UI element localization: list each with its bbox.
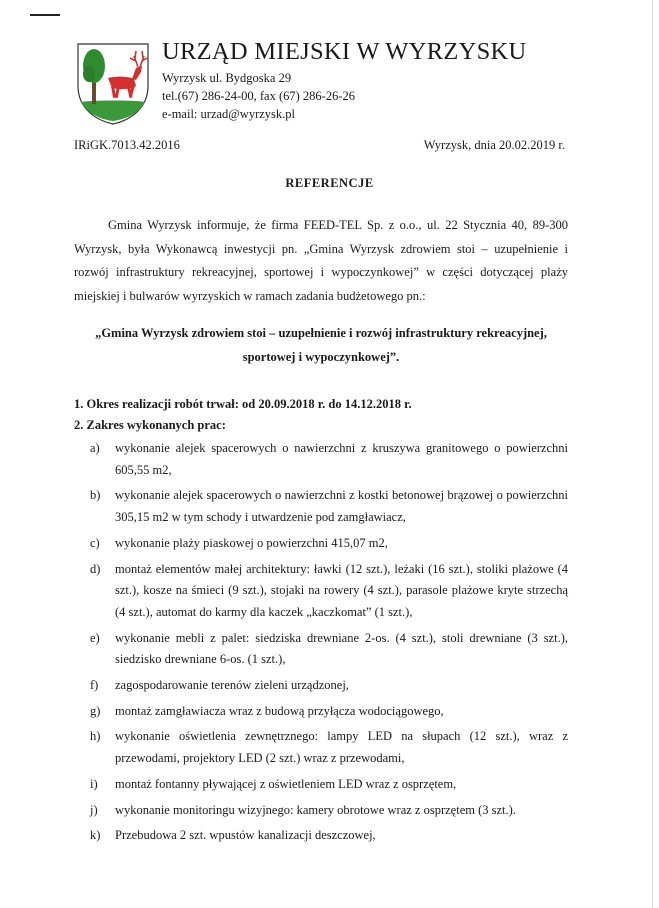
list-item-text: montaż fontanny pływającej z oświetleniem LED wraz z osprzętem, [115, 776, 457, 791]
list-marker: k) [90, 828, 101, 843]
list-item [90, 800, 568, 822]
section-scope: 2. Zakres wykonanych prac: [74, 418, 226, 432]
list-item [90, 628, 568, 671]
office-phone-fax: tel.(67) 286-24-00, fax (67) 286-26-26 [162, 89, 356, 103]
project-name [74, 321, 568, 369]
reference-number: IRiGK.7013.42.2016 [74, 138, 180, 152]
list-item-text: montaż zamgławiacza wraz z budową przyłącza wodociągowego, [115, 703, 444, 718]
list-item [90, 825, 568, 847]
list-marker: e) [90, 630, 100, 645]
list-item [90, 726, 568, 769]
list-item [90, 533, 568, 555]
project-name-line-1: „Gmina Wyrzysk zdrowiem stoi – uzupełnienie i rozwój infrastruktury rekreacyjnej, [95, 326, 547, 340]
list-marker: h) [90, 729, 101, 744]
list-marker: i) [90, 776, 98, 791]
project-name-line-2: sportowej i wypoczynkowej”. [242, 350, 400, 364]
list-item-text: wykonanie alejek spacerowych o nawierzchni z kruszywa granitowego o powierzchni 605,55 m2, [115, 441, 568, 477]
list-marker: j) [90, 802, 98, 817]
list-item-text: montaż elementów małej architektury: ławki (12 szt.), leżaki (16 szt.), stoliki plażowe (4 szt.), kosze na śmieci (9 szt.), stojaki na rowery (4 szt.), parasole plażowe kryte strzechą (4 szt.), automat do karmy dla kaczek „kaczkomat” (1 szt.), [115, 561, 568, 619]
list-item-text: wykonanie mebli z palet: siedziska drewniane 2-os. (4 szt.), stoli drewniane (3 szt.), siedzisko drewniane 6-os. (1 szt.), [115, 630, 568, 667]
list-item [90, 438, 568, 481]
list-marker: a) [90, 441, 100, 455]
list-item [90, 485, 568, 528]
list-item-text: wykonanie oświetlenia zewnętrznego: lampy LED na słupach (12 szt.), wraz z przewodami, projektory LED (2 szt.) wraz z przewodami, [115, 729, 568, 766]
list-item-text: wykonanie plaży piaskowej o powierzchni 415,07 m2, [115, 535, 388, 550]
office-title: URZĄD MIEJSKI W WYRZYSKU [162, 38, 527, 65]
list-item-text: wykonanie monitoringu wizyjnego: kamery obrotowe wraz z osprzętem (3 szt.). [115, 802, 516, 817]
intro-paragraph: Gmina Wyrzysk informuje, że firma FEED-TEL Sp. z o.o., ul. 22 Stycznia 40, 89-300 Wyrzysk, była Wykonawcą inwestycji pn. „Gmina Wyrzysk zdrowiem stoi – uzupełnienie i rozwój infrastruktury rekreacyjnej, sportowej i wypoczynkowej” w części dotyczącej plaży miejskiej i bulwarów wyrzyskich w ramach zadania budżetowego pn.: [74, 218, 568, 303]
scan-mark [30, 14, 60, 16]
coat-of-arms-icon [76, 42, 150, 126]
list-marker: d) [90, 561, 101, 576]
scan-edge [652, 0, 653, 908]
list-item [90, 675, 568, 697]
list-item [90, 774, 568, 796]
list-item-text: zagospodarowanie terenów zieleni urządzonej, [115, 677, 349, 692]
list-item-text: wykonanie alejek spacerowych o nawierzchni z kostki betonowej brązowej o powierzchni 305,15 m2 w tym schody i utwardzenie pod zamgławiacz, [115, 488, 568, 524]
list-item-text: Przebudowa 2 szt. wpustów kanalizacji deszczowej, [115, 828, 376, 843]
list-marker: c) [90, 535, 100, 550]
list-marker: b) [90, 488, 101, 503]
list-marker: g) [90, 703, 101, 718]
list-item [90, 701, 568, 723]
section-period: 1. Okres realizacji robót trwał: od 20.09.2018 r. do 14.12.2018 r. [74, 397, 412, 411]
list-marker: f) [90, 677, 99, 692]
place-date: Wyrzysk, dnia 20.02.2019 r. [423, 138, 565, 152]
list-item [90, 559, 568, 624]
document-title: REFERENCJE [285, 176, 374, 190]
works-list [90, 438, 568, 851]
office-email: e-mail: urzad@wyrzysk.pl [162, 107, 295, 121]
office-address: Wyrzysk ul. Bydgoska 29 [162, 71, 292, 85]
